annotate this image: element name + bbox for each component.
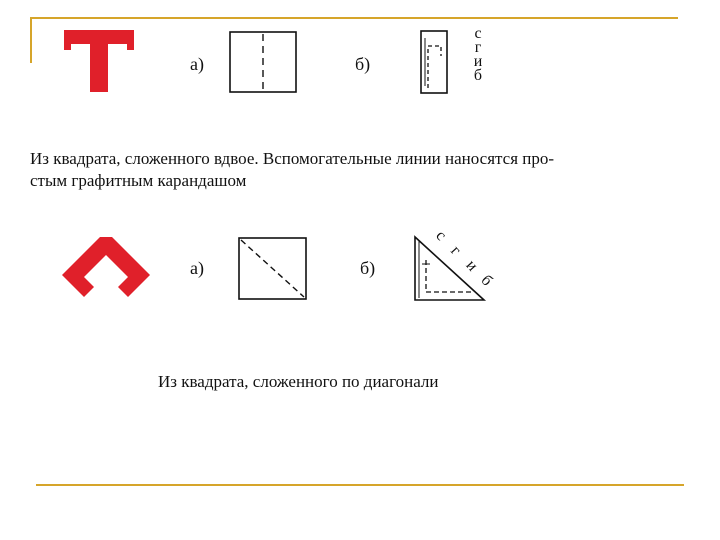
caption-2: Из квадрата, сложенного по диагонали (158, 372, 439, 391)
fold-letter: г (447, 242, 465, 259)
label-b-2: б) (360, 258, 376, 278)
fold-letter: с (474, 25, 482, 42)
top-rule (30, 17, 678, 19)
label-a-1: а) (190, 54, 204, 74)
label-b-1: б) (355, 54, 371, 74)
caption-1 (30, 148, 690, 192)
fold-letter: г (474, 39, 482, 56)
top-left-rule-tick (30, 17, 32, 63)
fold-letter: б (473, 67, 483, 84)
red-corner-shape-icon (62, 237, 150, 299)
square-diagonal-fold-diagram (238, 237, 308, 301)
fold-letter: и (473, 53, 483, 70)
fold-label-1 (471, 27, 485, 83)
fold-letter: и (462, 256, 481, 275)
red-letter-t-icon (64, 30, 134, 92)
folded-triangle-diagram (414, 236, 486, 302)
fold-letter: с (432, 227, 450, 244)
fold-letter: б (477, 271, 496, 290)
square-folded-in-half-diagram (229, 31, 297, 93)
label-a-2: а) (190, 258, 204, 278)
bottom-rule (36, 484, 684, 486)
caption-1-line-2: стым графитным карандашом (30, 171, 247, 190)
caption-1-line-1: Из квадрата, сложенного вдвое. Вспомогательные линии наносятся про- (30, 149, 555, 168)
folded-half-strip-diagram (420, 30, 450, 94)
